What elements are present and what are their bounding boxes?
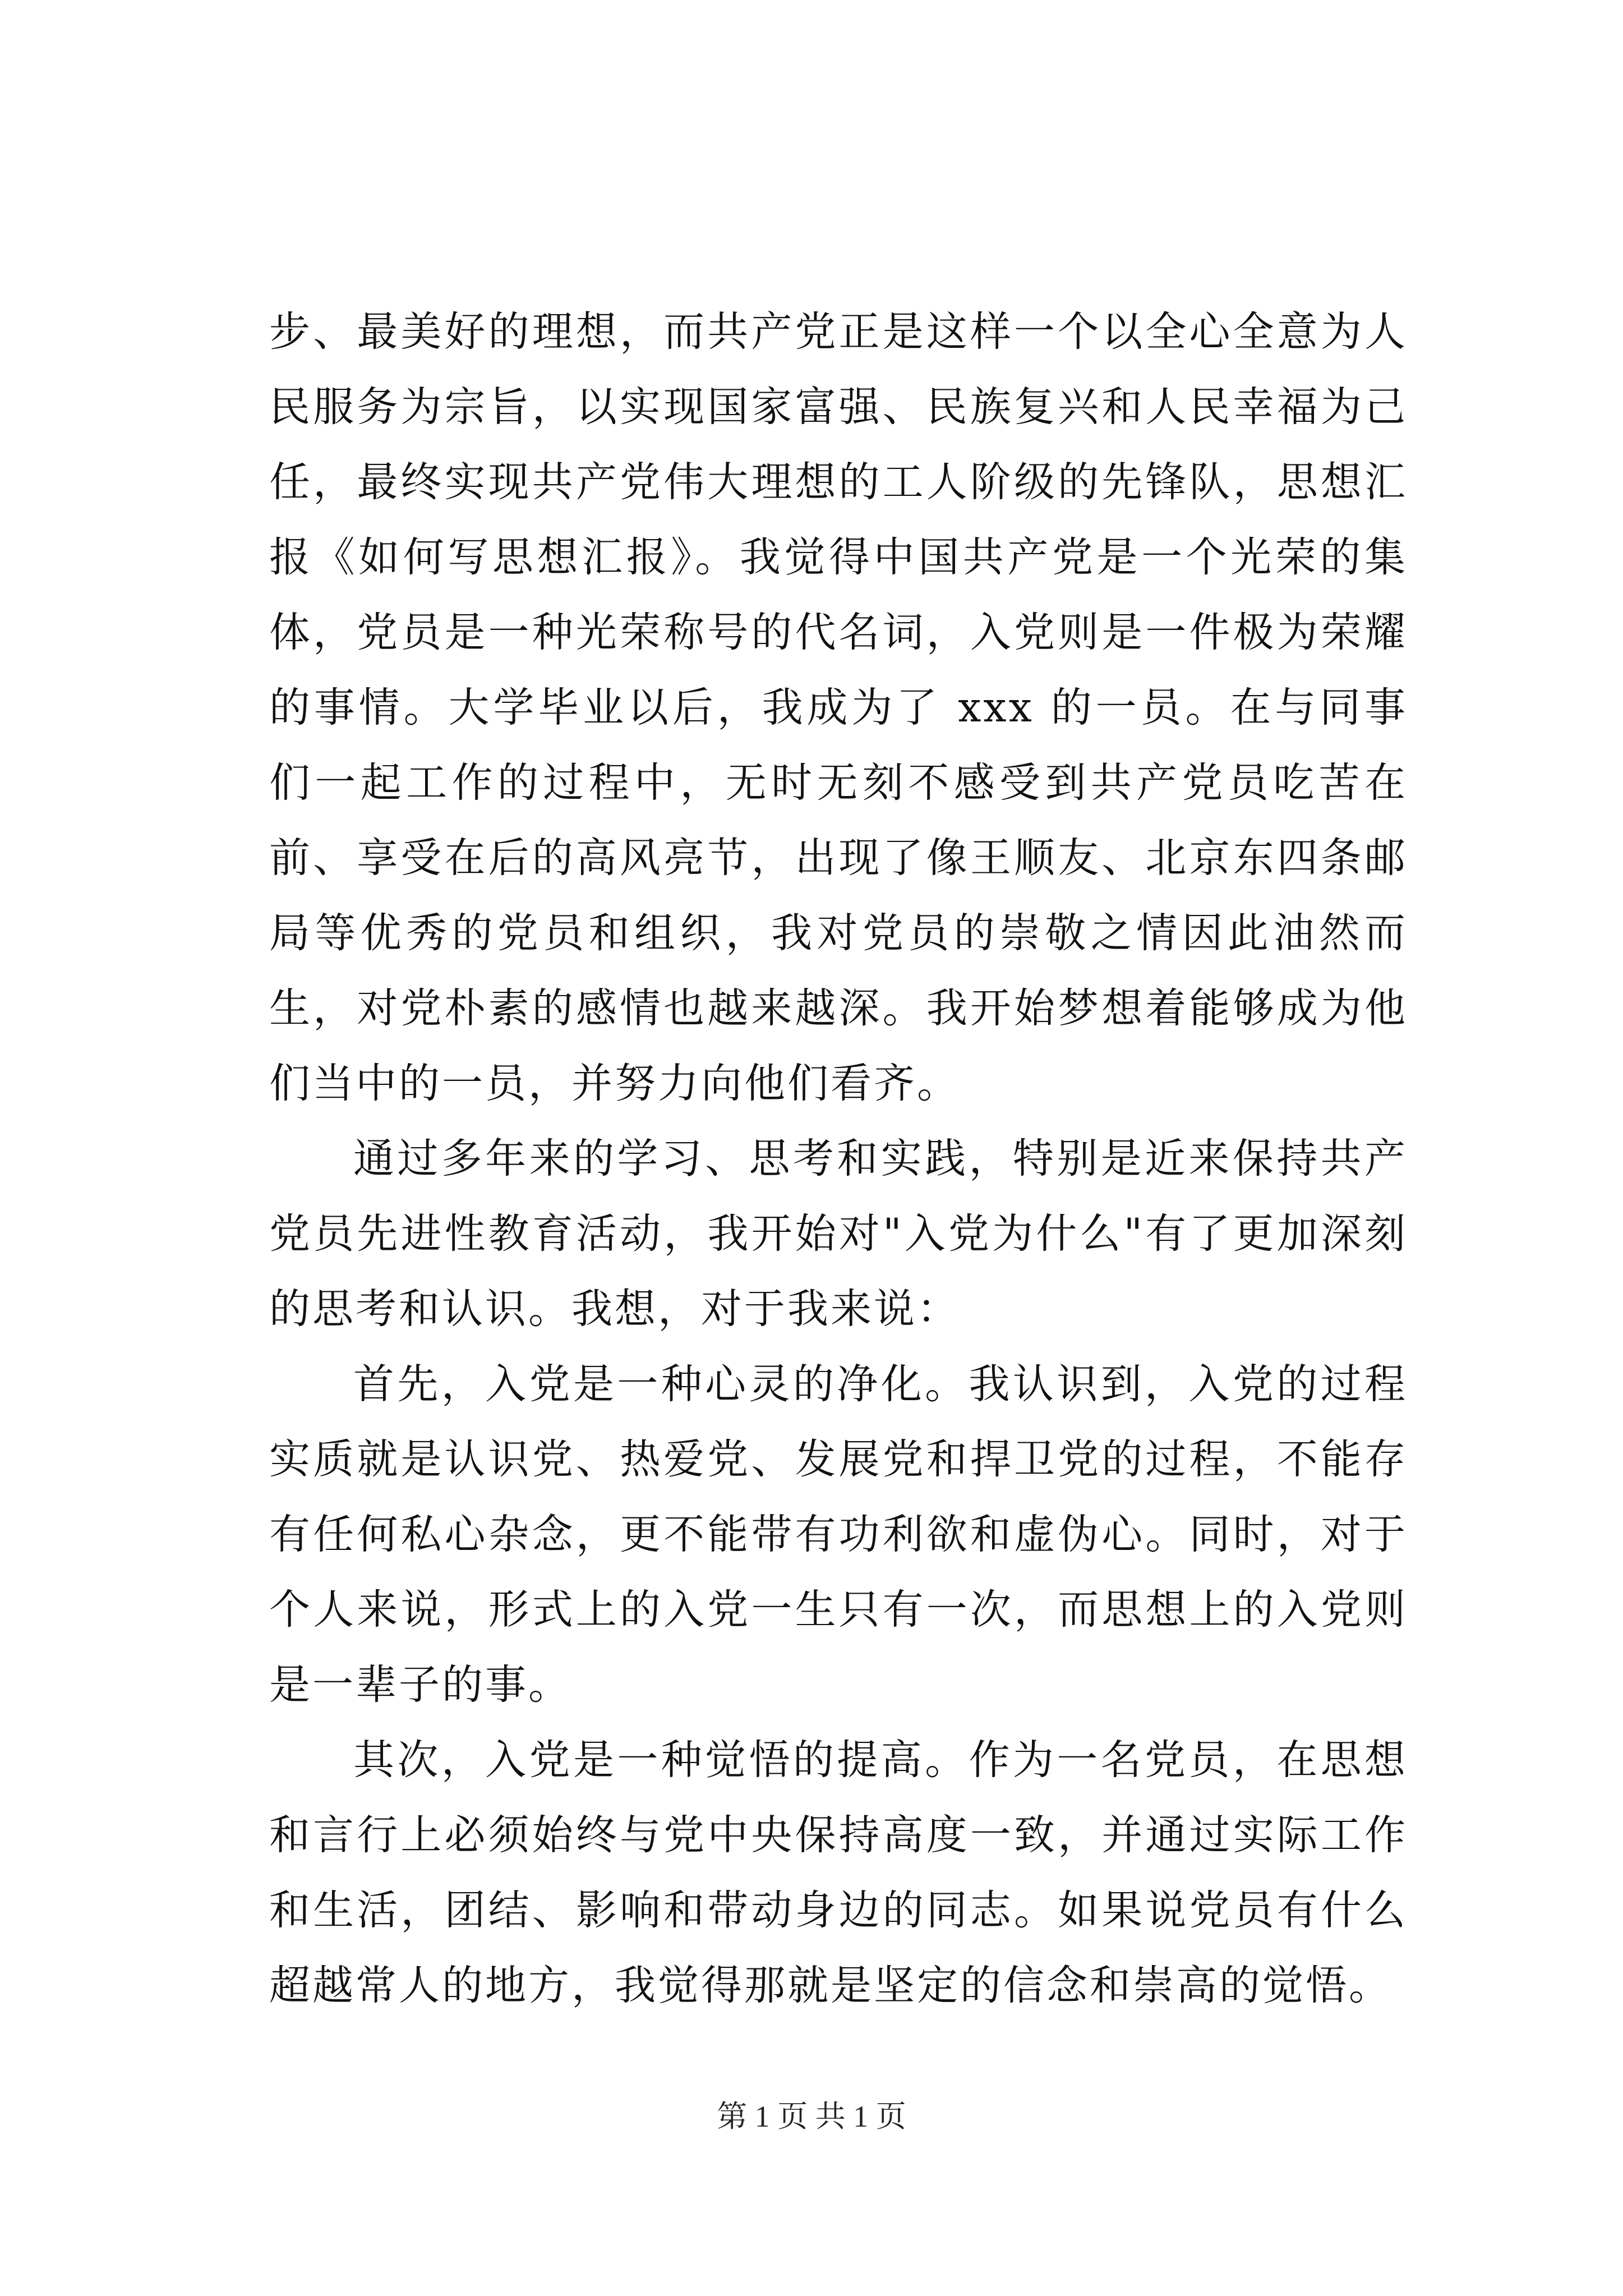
paragraph-2: 通过多年来的学习、思考和实践，特别是近来保持共产党员先进性教育活动，我开始对"入党为什么"有了更加深刻的思考和认识。我想，对于我来说： — [269, 1135, 1408, 1333]
paragraph-3: 首先，入党是一种心灵的净化。我认识到，入党的过程实质就是认识党、热爱党、发展党和捍卫党的过程，不能存有任何私心杂念，更不能带有功利欲和虚伪心。同时，对于个人来说，形式上的入党一生只有一次，而思想上的入党则是一辈子的事。 — [269, 1360, 1408, 1709]
document-body — [269, 295, 1408, 2023]
paragraph-4: 其次，入党是一种觉悟的提高。作为一名党员，在思想和言行上必须始终与党中央保持高度一致，并通过实际工作和生活，团结、影响和带动身边的同志。如果说党员有什么超越常人的地方，我觉得那就是坚定的信念和崇高的觉悟。 — [269, 1736, 1408, 2009]
page-footer: 第 1 页 共 1 页 — [717, 2100, 906, 2133]
paragraph-1: 步、最美好的理想，而共产党正是这样一个以全心全意为人民服务为宗旨，以实现国家富强、民族复兴和人民幸福为己任，最终实现共产党伟大理想的工人阶级的先锋队，思想汇报《如何写思想汇报》。我觉得中国共产党是一个光荣的集体，党员是一种光荣称号的代名词，入党则是一件极为荣耀的事情。大学毕业以后，我成为了 xxx 的一员。在与同事们一起工作的过程中，无时无刻不感受到共产党员吃苦在前、享受在后的高风亮节，出现了像王顺友、北京东四条邮局等优秀的党员和组织，我对党员的崇敬之情因此油然而生，对党朴素的感情也越来越深。我开始梦想着能够成为他们当中的一员，并努力向他们看齐。 — [269, 308, 1408, 1107]
